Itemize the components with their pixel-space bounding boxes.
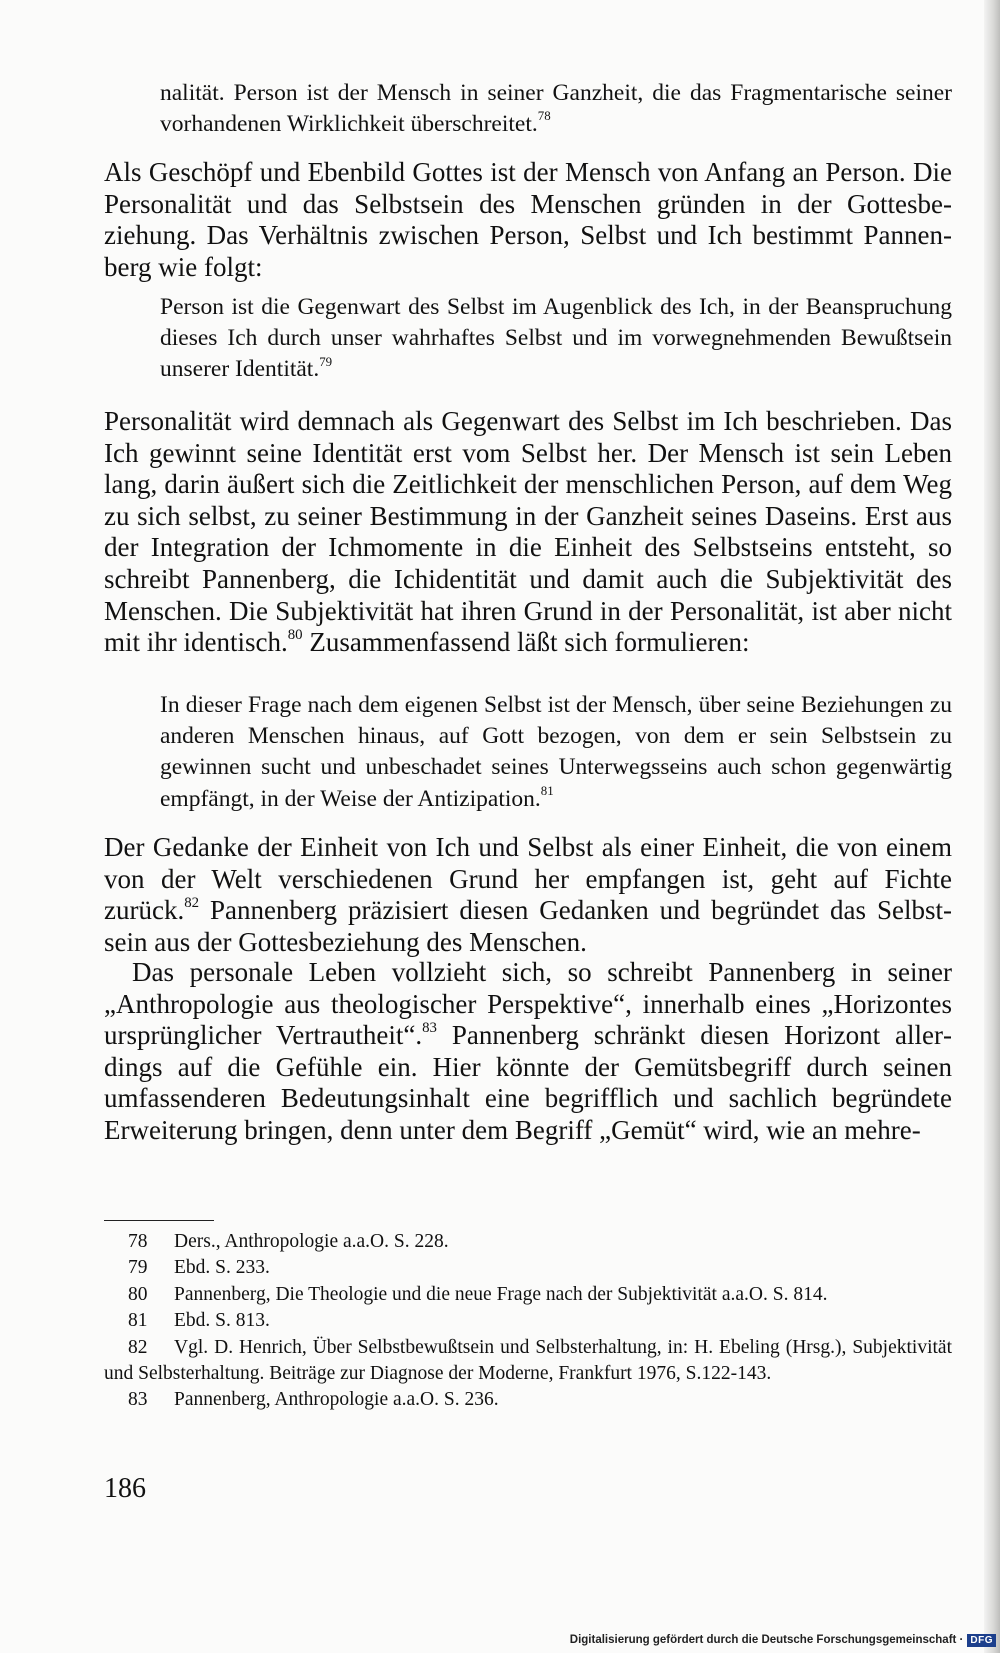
footnote-text: Pannenberg, Die Theologie und die neue Frage nach der Subjektivität a.a.O. S. 814. [174, 1283, 828, 1305]
digitization-banner-text: Digitalisierung gefördert durch die Deutsche Forschungsgemeinschaft · [569, 1634, 964, 1646]
footnote-number: 79 [128, 1257, 148, 1279]
footnote-number: 81 [128, 1310, 148, 1332]
paragraph-4-text-a: Das personale Leben vollzieht sich, so schreibt Pannenberg in seiner „Anthropologie aus theologischer Perspektive“, innerhalb eines „Horizontes ursprünglicher Vertrautheit“. [104, 957, 952, 1051]
footnote-83 [104, 1387, 952, 1413]
block-quote-1-text: Person ist die Gegenwart des Selbst im Augenblick des Ich, in der Beanspruchung dieses Ich durch unser wahrhaftes Selbst und im vorwegnehmenden Bewußtsein unserer Identität. [160, 294, 952, 383]
footnote-ref-81[interactable]: 81 [540, 782, 554, 798]
footnotes [104, 1229, 952, 1414]
page-edge-shadow [984, 0, 1000, 1653]
footnote-number: 78 [128, 1231, 148, 1252]
footnote-divider [104, 1220, 214, 1221]
paragraph-3-text-b: Pannenberg präzisiert diesen Gedanken und begründet das Selbstsein aus der Gottesbeziehung des Menschen. [104, 895, 952, 957]
footnote-number: 82 [128, 1336, 148, 1358]
footnote-ref-79[interactable]: 79 [319, 353, 333, 369]
footnote-text: Vgl. D. Henrich, Über Selbstbewußtsein und Selbsterhaltung, in: H. Ebeling (Hrsg.), Subjektivität und Selbsterhaltung. Beiträge zur Diagnose der Moderne, Frankfurt 1976, S.122-143. [104, 1336, 952, 1385]
footnote-ref-78[interactable]: 78 [537, 108, 551, 124]
footnote-number: 83 [128, 1389, 148, 1411]
paragraph-4 [104, 957, 952, 1147]
paragraph-3-text-a: Der Gedanke der Einheit von Ich und Selbst als einer Einheit, die von einem von der Welt verschiedenen Grund her empfangen ist, geht auf Fichte zurück. [104, 832, 952, 926]
paragraph-4-text-b: Pannenberg schränkt diesen Horizont allerdings auf die Gefühle ein. Hier könnte der Gemütsbegriff durch seinen umfassenderen Bedeutungsinhalt eine begrifflich und sachlich begründete Erweiterung bringen, denn unter dem Begriff „Gemüt“ wird, wie an mehre- [104, 1020, 952, 1145]
footnote-number: 80 [128, 1283, 148, 1305]
paragraph-3 [104, 832, 952, 958]
footnote-82 [104, 1335, 952, 1388]
paragraph-2 [104, 406, 952, 659]
footnote-text: Ebd. S. 233. [174, 1257, 270, 1279]
footnote-80 [104, 1282, 952, 1308]
page-number: 186 [104, 1473, 146, 1504]
footnote-ref-82[interactable]: 82 [184, 894, 200, 911]
paragraph-1-text: Als Geschöpf und Ebenbild Gottes ist der Mensch von Anfang an Person. Die Personalität und das Selbstsein des Menschen gründen in der Gottesbeziehung. Das Verhältnis zwischen Person, Selbst und Ich bestimmt Pannenberg wie folgt: [104, 157, 952, 282]
quote-continuation [160, 78, 952, 140]
quote-continuation-text: nalität. Person ist der Mensch in seiner Ganzheit, die das Fragmentarische seiner vorhandenen Wirklichkeit überschreitet. [160, 80, 952, 138]
footnote-81 [104, 1308, 952, 1334]
paragraph-2-text-b: Zusammenfassend läßt sich formulieren: [302, 627, 750, 658]
dfg-logo: DFG [967, 1634, 996, 1647]
footnote-text: Ders., Anthropologie a.a.O. S. 228. [174, 1231, 449, 1252]
digitization-banner [570, 1631, 996, 1649]
footnote-text: Ebd. S. 813. [174, 1310, 270, 1332]
block-quote-1 [160, 292, 952, 386]
paragraph-1 [104, 157, 952, 283]
block-quote-2 [160, 690, 952, 815]
footnote-79 [104, 1255, 952, 1281]
paragraph-2-text-a: Personalität wird demnach als Gegenwart des Selbst im Ich beschrieben. Das Ich gewinnt seine Identität erst vom Selbst her. Der Mensch ist sein Leben lang, darin äußert sich die Zeitlichkeit der menschlichen Person, auf dem Weg zu sich selbst, zu seiner Bestimmung in der Ganzheit seines Daseins. Erst aus der Integration der Ichmomente in die Einheit des Selbstseins entsteht, so schreibt Pannenberg, die Ichidentität und damit auch die Subjektivität des Menschen. Die Subjektivität hat ihren Grund in der Personalität, ist aber nicht mit ihr identisch. [104, 406, 952, 658]
footnote-ref-83[interactable]: 83 [422, 1019, 437, 1036]
footnote-ref-80[interactable]: 80 [287, 626, 303, 643]
footnote-text: Pannenberg, Anthropologie a.a.O. S. 236. [174, 1389, 499, 1411]
block-quote-2-text: In dieser Frage nach dem eigenen Selbst ist der Mensch, über seine Beziehungen zu anderen Menschen hinaus, auf Gott bezogen, von dem er sein Selbstsein zu gewinnen sucht und unbeschadet seines Unterwegsseins auch schon gegenwärtig empfängt, in der Weise der Antizipation. [160, 692, 952, 812]
footnote-78 [104, 1229, 952, 1255]
